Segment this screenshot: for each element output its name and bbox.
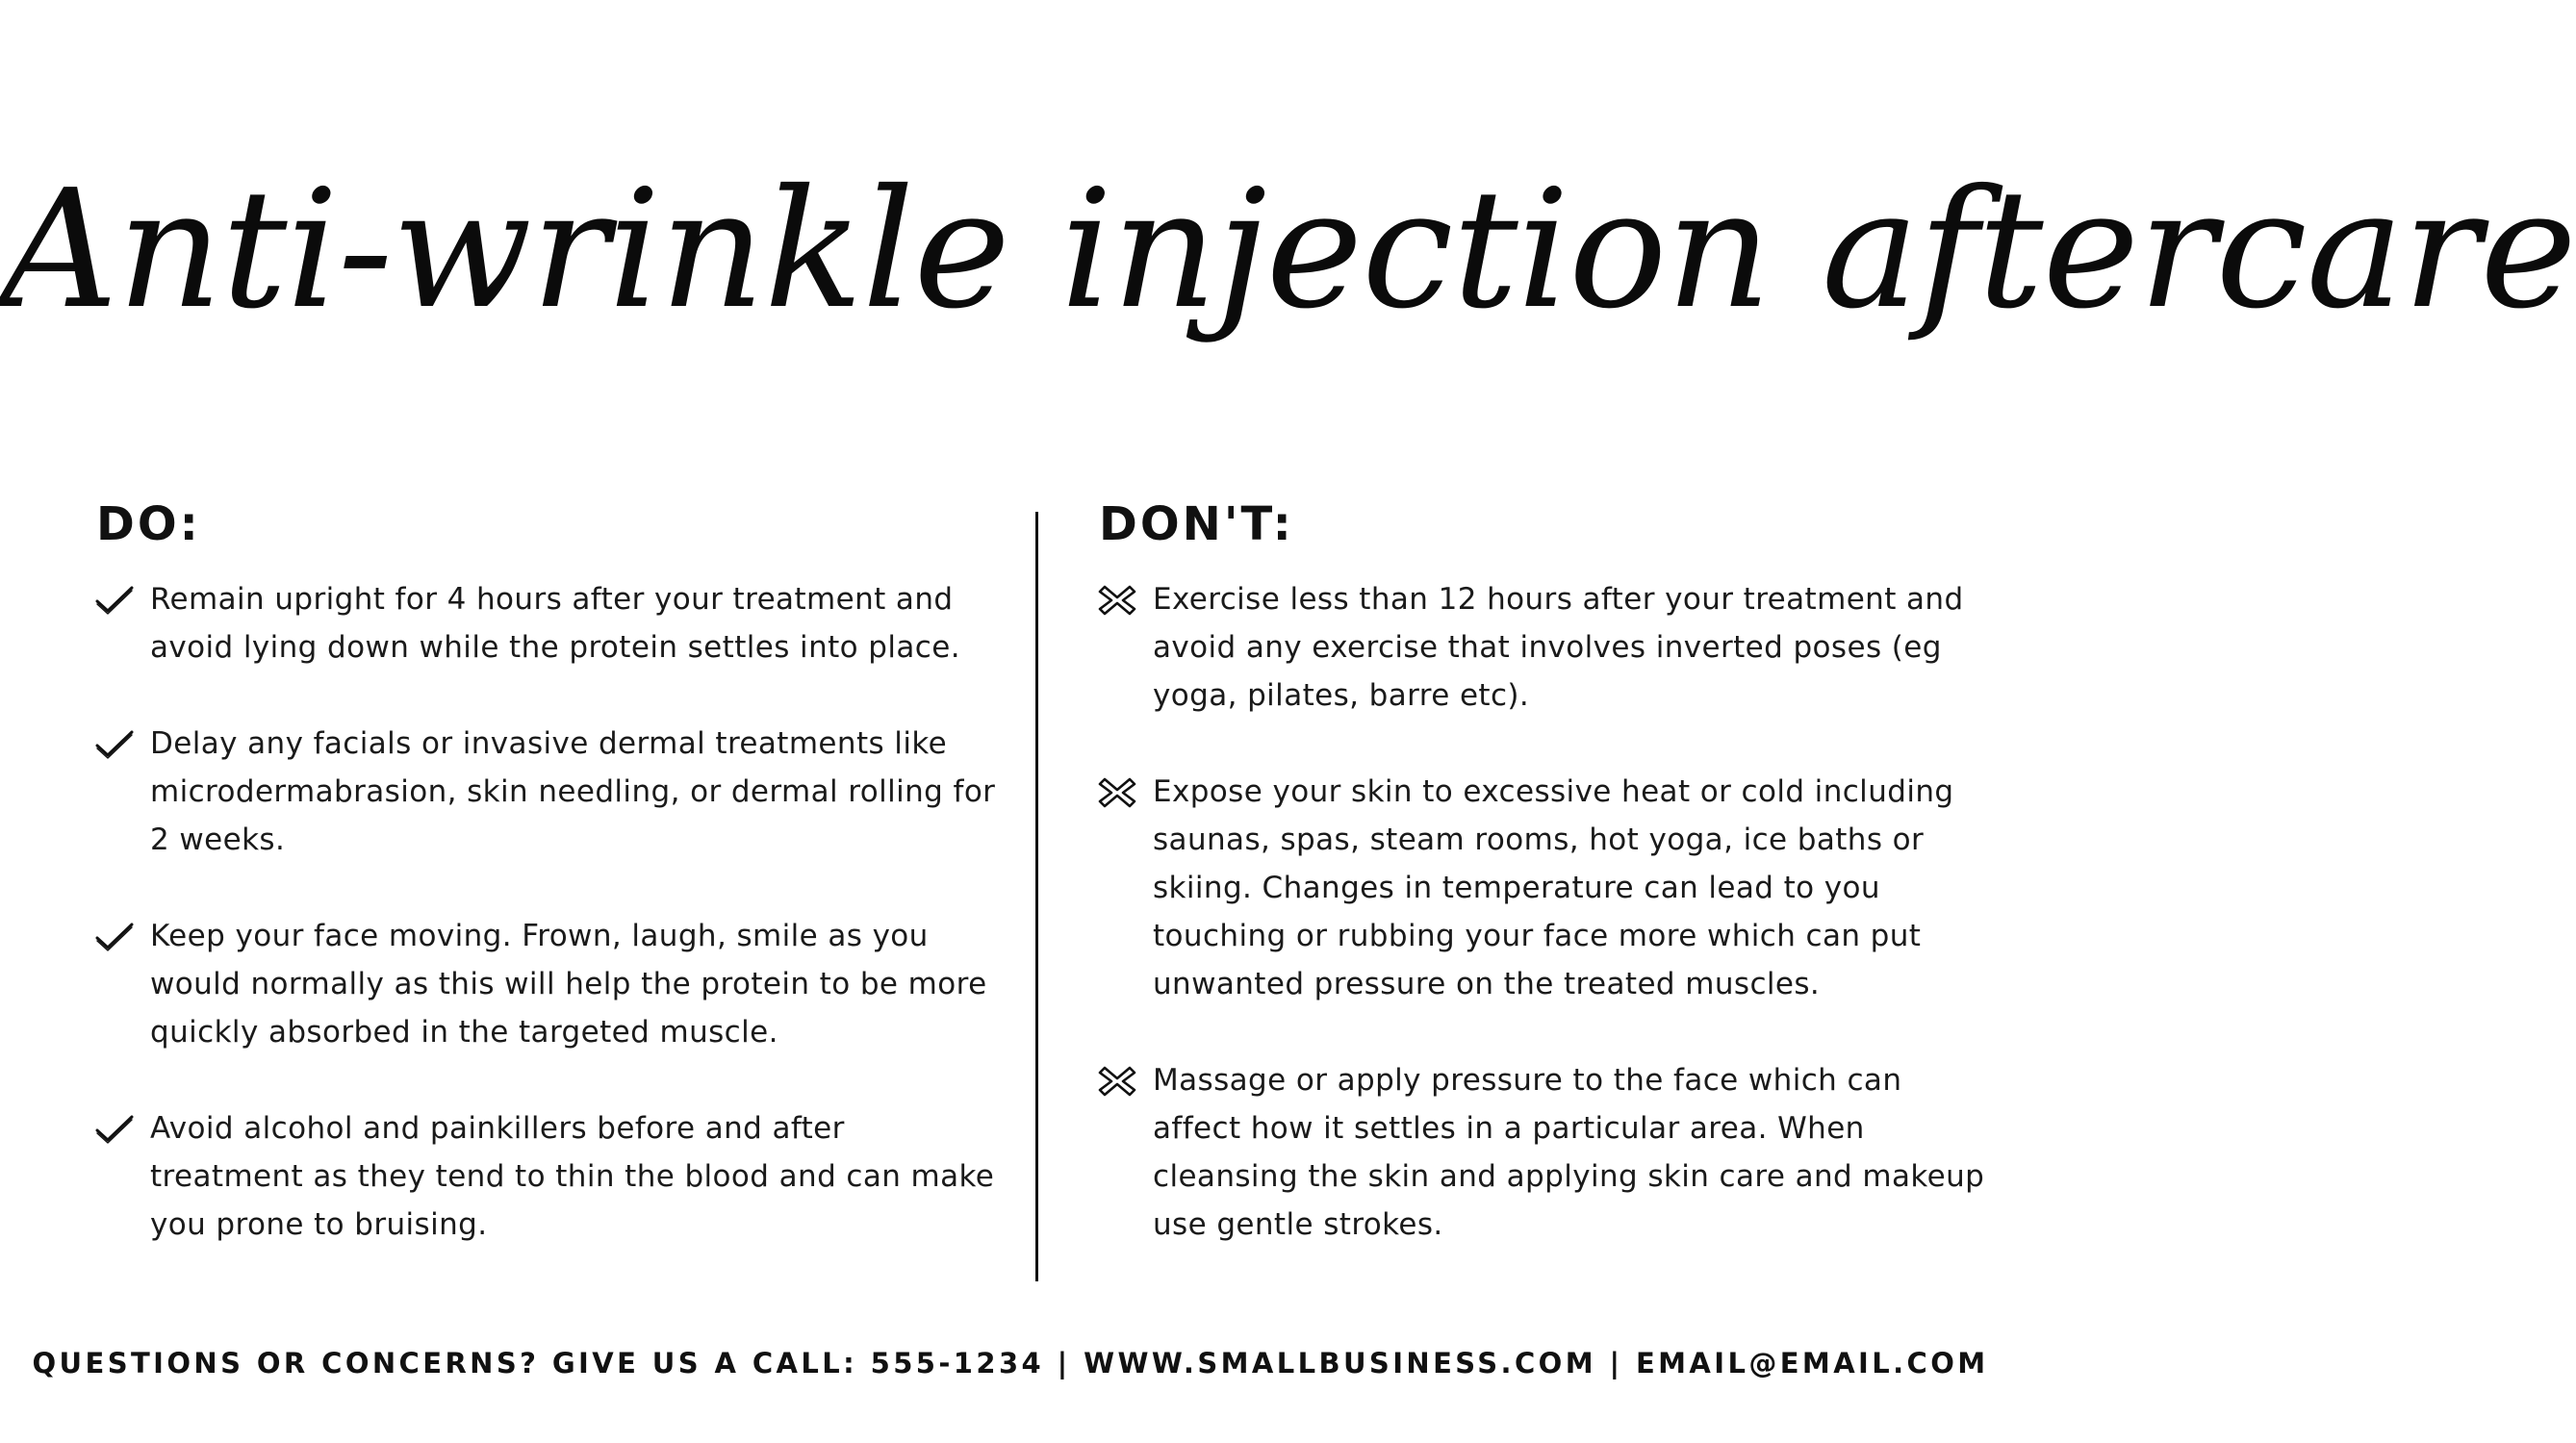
do-item-text: Delay any facials or invasive dermal treatments like microdermabrasion, skin needling, or dermal rolling for 2 weeks. [150, 726, 996, 857]
do-list-item [94, 720, 999, 864]
dont-list [1097, 575, 1992, 1297]
dont-heading: DON'T: [1099, 497, 1294, 551]
dont-item-text: Massage or apply pressure to the face which can affect how it settles in a particular area. When cleansing the skin and applying skin care and makeup use gentle strokes. [1153, 1063, 1985, 1242]
do-item-text: Keep your face moving. Frown, laugh, smile as you would normally as this will help the protein to be more quickly absorbed in the targeted muscle. [150, 919, 987, 1050]
dont-item-text: Expose your skin to excessive heat or cold including saunas, spas, steam rooms, hot yoga, ice baths or skiing. Changes in temperature can lead to you touching or rubbing your face more which can put unwanted pressure on the treated muscles. [1153, 774, 1954, 1001]
dont-list-item [1097, 1056, 1992, 1249]
do-list-item [94, 912, 999, 1056]
do-item-text: Remain upright for 4 hours after your treatment and avoid lying down while the protein settles into place. [150, 582, 960, 665]
cross-icon [1097, 583, 1137, 618]
do-list [94, 575, 999, 1297]
check-icon [94, 583, 135, 618]
check-icon [94, 1112, 135, 1147]
dont-list-item [1097, 768, 1992, 1008]
contact-footer: QUESTIONS OR CONCERNS? GIVE US A CALL: 555-1234 | WWW.SMALLBUSINESS.COM | EMAIL@EMAIL.COM [32, 1347, 1989, 1380]
cross-icon [1097, 1064, 1137, 1099]
do-heading: DO: [96, 497, 201, 551]
dont-list-item [1097, 575, 1992, 720]
check-icon [94, 920, 135, 954]
check-icon [94, 727, 135, 762]
column-divider [1035, 512, 1038, 1281]
do-item-text: Avoid alcohol and painkillers before and after treatment as they tend to thin the blood and can make you prone to bruising. [150, 1111, 995, 1242]
dont-item-text: Exercise less than 12 hours after your treatment and avoid any exercise that involves inverted poses (eg yoga, pilates, barre etc). [1153, 582, 1964, 713]
cross-icon [1097, 775, 1137, 810]
do-list-item [94, 1104, 999, 1249]
page-title: Anti-wrinkle injection aftercare [0, 155, 2576, 345]
do-list-item [94, 575, 999, 671]
